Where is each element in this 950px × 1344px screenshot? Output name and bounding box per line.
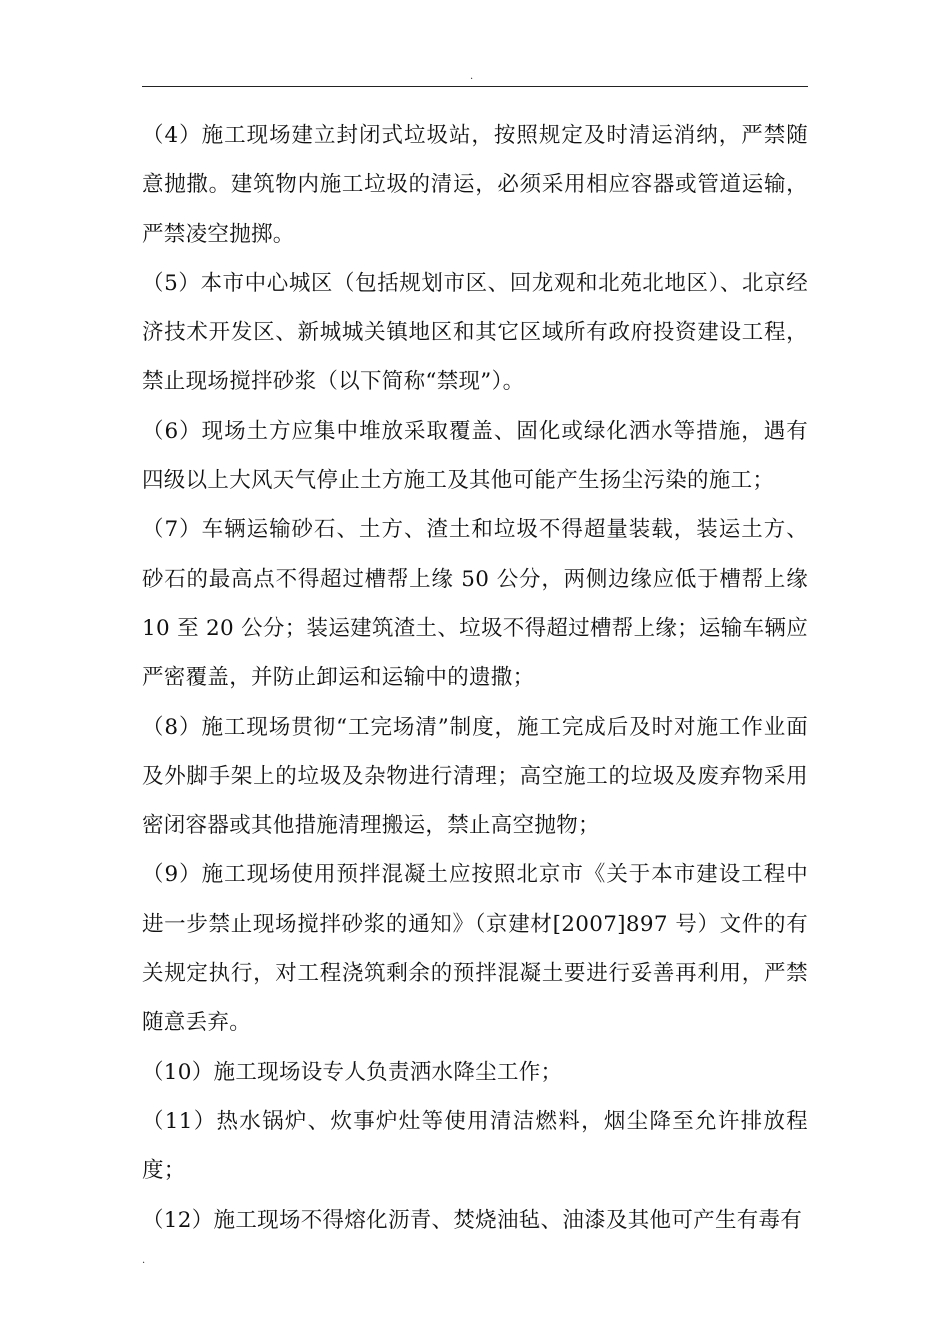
document-body <box>142 111 808 1245</box>
header-dot: . <box>470 71 474 82</box>
paragraph-item-8: （8）施工现场贯彻“工完场清”制度，施工完成后及时对施工作业面及外脚手架上的垃圾及杂物进行清理；高空施工的垃圾及废弃物采用密闭容器或其他措施清理搬运，禁止高空抛物； <box>142 714 808 839</box>
paragraph-item-7: （7）车辆运输砂石、土方、渣土和垃圾不得超量装载，装运土方、砂石的最高点不得超过槽帮上缘 50 公分，两侧边缘应低于槽帮上缘10 至 20 公分；装运建筑渣土、垃圾不得超过槽帮上缘；运输车辆应严密覆盖，并防止卸运和运输中的遗撒； <box>142 517 808 691</box>
footer-dot: . <box>142 1255 146 1266</box>
paragraph-item-12: （12）施工现场不得熔化沥青、焚烧油毡、油漆及其他可产生有毒有 <box>142 1207 803 1233</box>
paragraph-item-10: （10）施工现场设专人负责洒水降尘工作； <box>142 1059 563 1085</box>
paragraph-item-9: （9）施工现场使用预拌混凝土应按照北京市《关于本市建设工程中进一步禁止现场搅拌砂浆的通知》（京建材[2007]897 号）文件的有关规定执行，对工程浇筑剩余的预拌混凝土要进行妥善再利用，严禁随意丢弃。 <box>142 862 808 1036</box>
paragraph-item-11: （11）热水锅炉、炊事炉灶等使用清洁燃料，烟尘降至允许排放程度； <box>142 1108 808 1184</box>
paragraph-item-5: （5）本市中心城区（包括规划市区、回龙观和北苑北地区）、北京经济技术开发区、新城城关镇地区和其它区域所有政府投资建设工程，禁止现场搅拌砂浆（以下简称“禁现”）。 <box>142 270 808 395</box>
paragraph-item-4: （4）施工现场建立封闭式垃圾站，按照规定及时清运消纳，严禁随意抛撒。建筑物内施工垃圾的清运，必须采用相应容器或管道运输，严禁凌空抛掷。 <box>142 123 808 247</box>
paragraph-item-6: （6）现场土方应集中堆放采取覆盖、固化或绿化洒水等措施，遇有四级以上大风天气停止土方施工及其他可能产生扬尘污染的施工； <box>142 418 808 494</box>
header-rule <box>142 86 808 87</box>
